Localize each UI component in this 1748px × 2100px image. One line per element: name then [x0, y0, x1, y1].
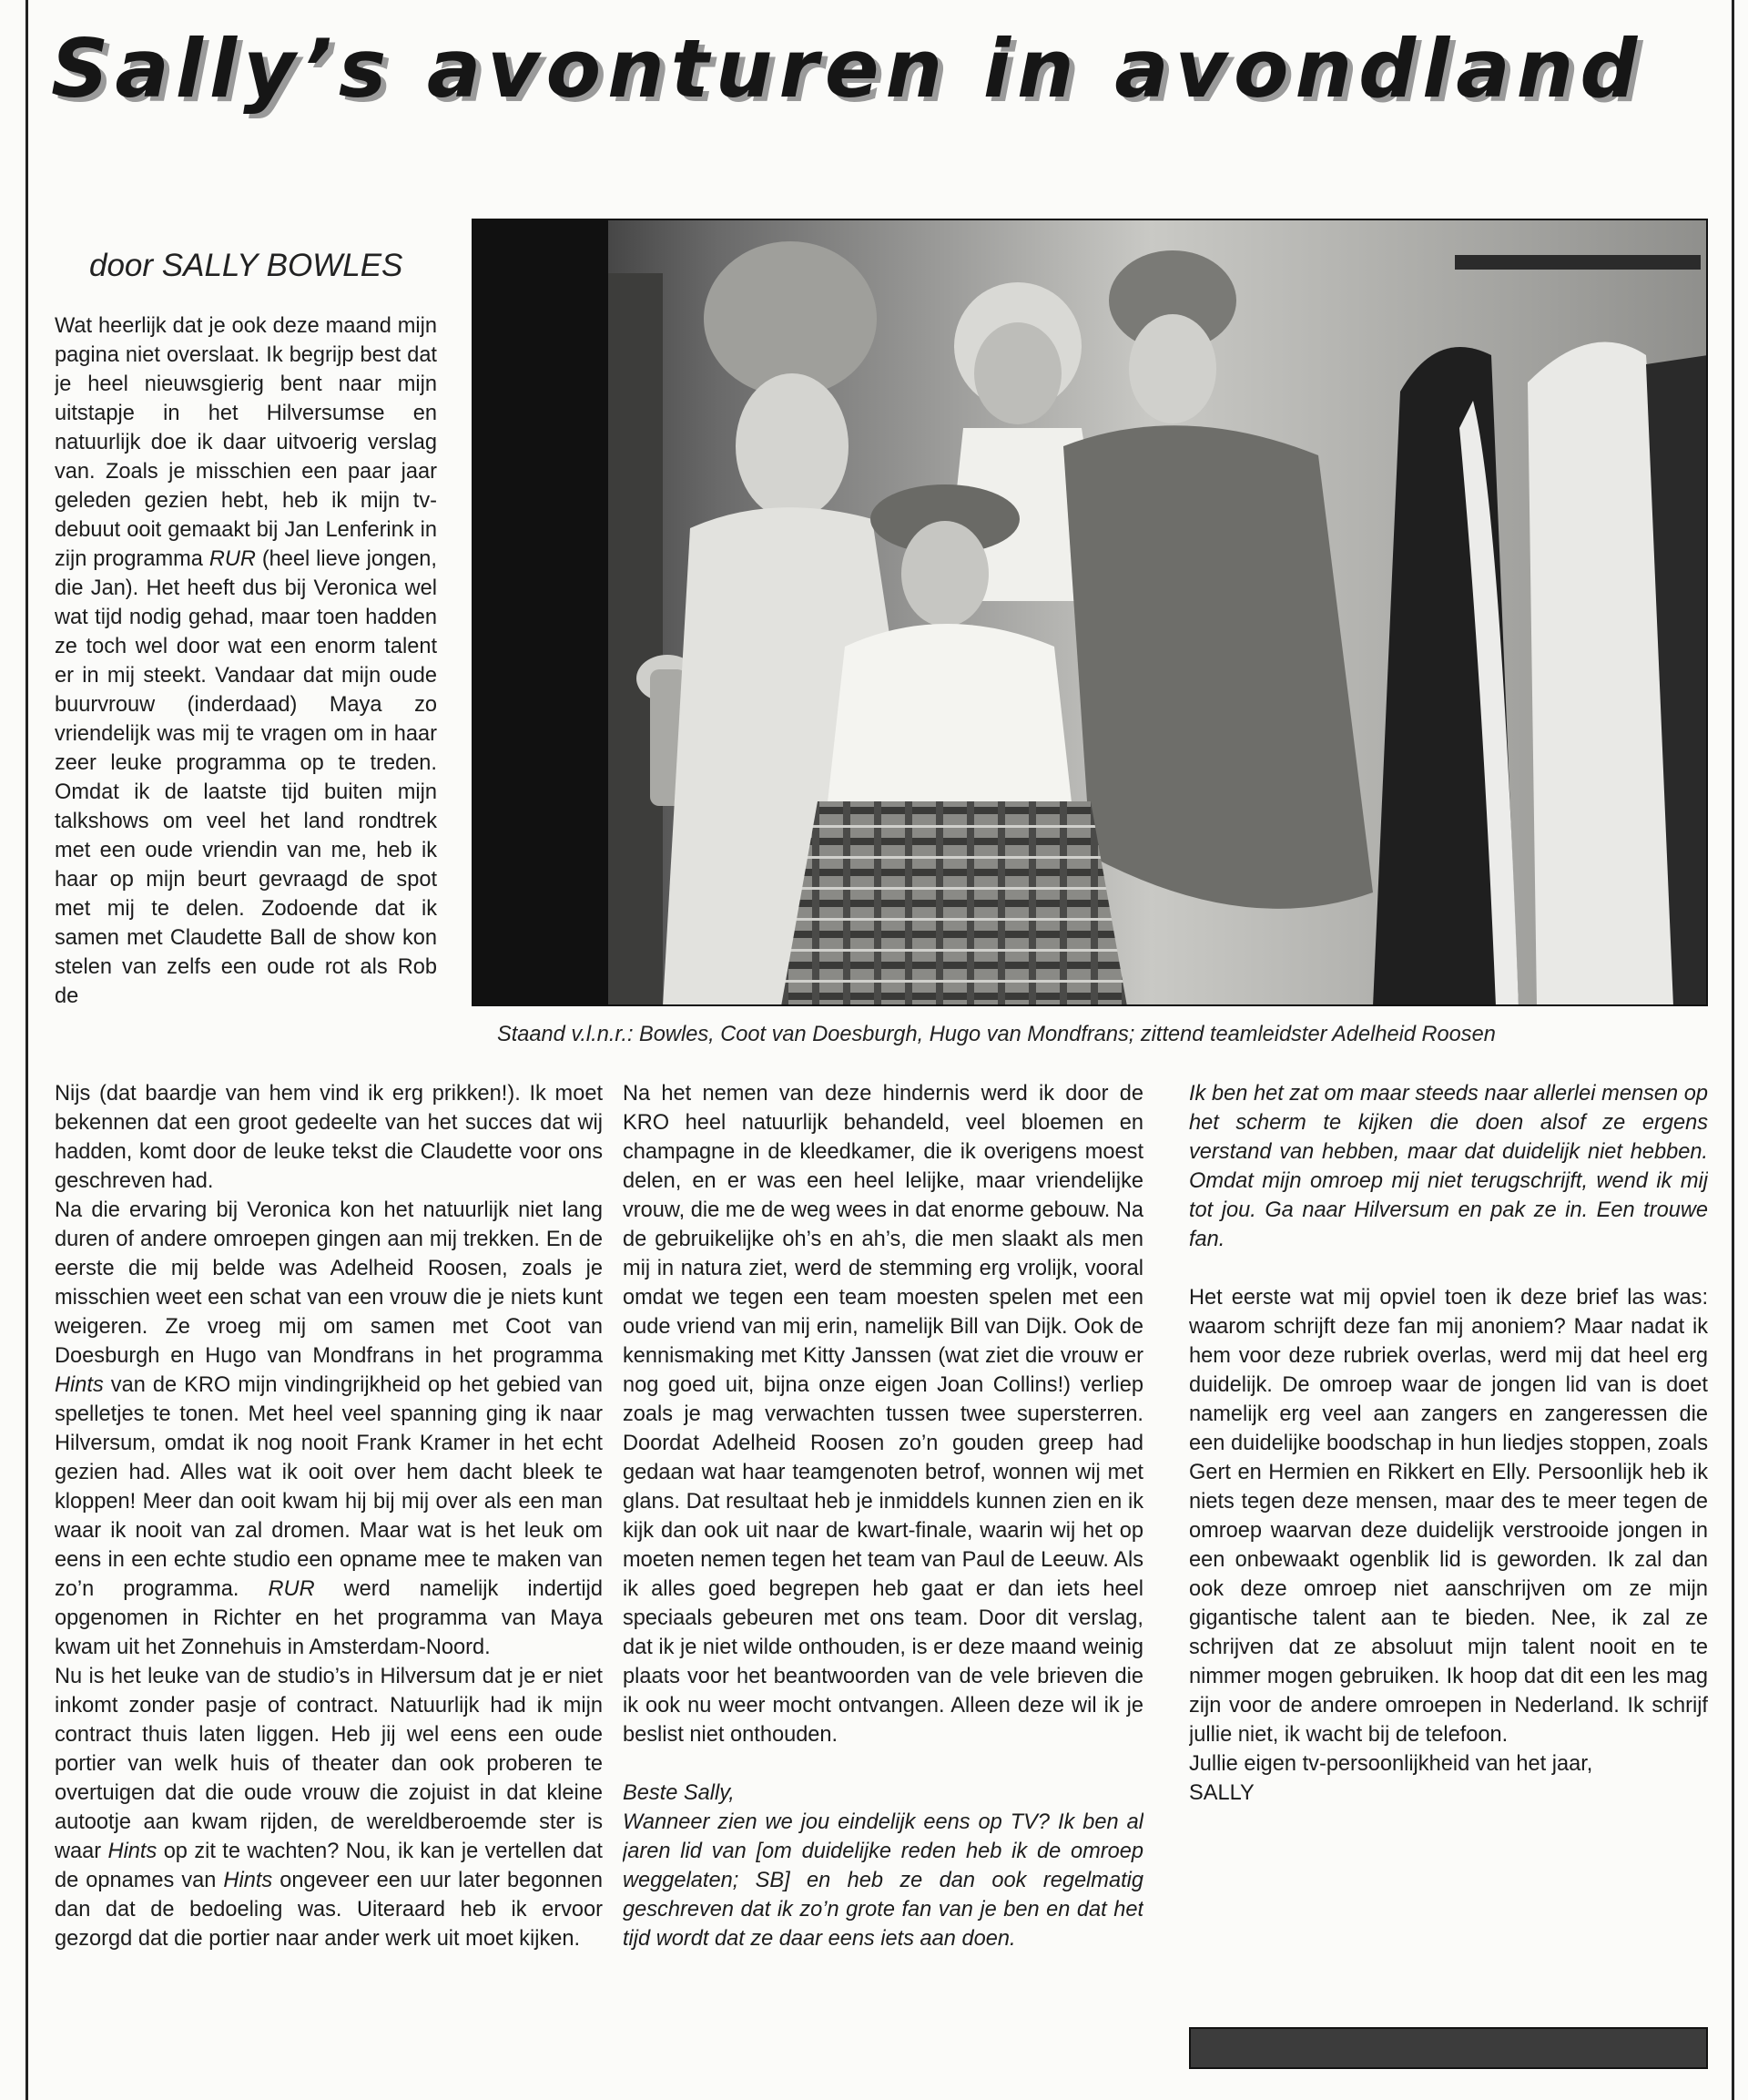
- byline: door SALLY BOWLES: [89, 248, 403, 283]
- paragraph: Wat heerlijk dat je ook deze maand mijn pagina niet overslaat. Ik begrijp best dat je heel nieuwsgierig bent naar mijn uitstapje in het Hilversumse en natuurlijk doe ik daar uitvoerig verslag van. Zoals je misschien een paar jaar geleden gezien hebt, heb ik mijn tv-debuut ooit gemaakt bij Jan Lenferink in zijn programma RUR (heel lieve jongen, die Jan). Het heeft dus bij Veronica wel wat tijd nodig gehad, maar toen hadden ze toch wel door wat een enorm talent er in mij steekt. Vandaar dat mijn oude buurvrouw (inderdaad) Maya zo vriendelijk was mij te vragen om in haar zeer leuke programma op te treden. Omdat ik de laatste tijd buiten mijn talkshows om veel het land rondtrek met een oude vriendin van me, heb ik haar op mijn beurt gevraagd de spot met mij te delen. Zodoende dat ik samen met Claudette Ball de show kon stelen van zelfs een oude rot als Rob de: [55, 314, 437, 1008]
- article-photo: [472, 219, 1708, 1006]
- paragraph: Nu is het leuke van de studio’s in Hilversum dat je er niet inkomt zonder pasje of contract. Natuurlijk had ik mijn contract thuis laten liggen. Heb jij wel eens een oude portier van welk huis of theater dan ook proberen te overtuigen dat die oude vrouw die zojuist in dat kleine autootje aan kwam rijden, de wereldberoemde ster is waar Hints op zit te wachten? Nou, ik kan je vertellen dat de opnames van Hints ongeveer een uur later begonnen dan dat de bedoeling was. Uiteraard heb ik ervoor gezorgd dat die portier naar ander werk uit moet kijken.: [55, 1665, 603, 1951]
- reply-paragraph: Het eerste wat mij opviel toen ik deze brief las was: waarom schrijft deze fan mij anoniem? Maar nadat ik hem voor deze rubriek overlas, werd mij dat heel erg duidelijk. De omroep waar de jongen lid van is doet namelijk erg veel aan zangers en zangeressen die een duidelijke boodschap in hun liedjes stoppen, zoals Gert en Hermien en Rikkert en Elly. Persoonlijk heb ik niets tegen deze mensen, maar des te meer tegen de omroep waarvan deze duidelijk verstrooide jongen in een onbewaakt ogenblik lid is geworden. Ik zal dan ook deze omroep niet aanschrijven om ze mijn gigantische talent aan te bieden. Nee, ik zal ze schrijven dat ze absoluut mijn talent nooit en te nimmer mogen gebruiken. Ik hoop dat dit een les mag zijn voor de andere omroepen in Nederland. Ik schrijf jullie niet, ik wacht bij de telefoon.: [1189, 1286, 1708, 1747]
- paragraph: Nijs (dat baardje van hem vind ik erg prikken!). Ik moet bekennen dat een groot gedeelte van het succes dat wij hadden, komt door de leuke tekst die Claudette voor ons geschreven had.: [55, 1082, 603, 1193]
- letter-salutation: Beste Sally,: [623, 1781, 735, 1805]
- column-1-narrow: [55, 311, 437, 1069]
- grey-box: [1189, 2027, 1708, 2069]
- column-3: [1189, 1079, 1708, 2008]
- paragraph: Na die ervaring bij Veronica kon het natuurlijk niet lang duren of andere omroepen gingen aan mij trekken. En de eerste die mij belde was Adelheid Roosen, zoals je misschien weet een schat van een vrouw die je niets kunt weigeren. Ze vroeg mij om samen met Coot van Doesburgh en Hugo van Mondfrans in het programma Hints van de KRO mijn vindingrijkheid op het gebied van spelletjes te tonen. Met heel veel spanning ging ik naar Hilversum, omdat ik nog nooit Frank Kramer in het echt gezien had. Alles wat ik ooit over hem dacht bleek te kloppen! Meer dan ooit kwam hij bij mij over als een man waar ik nooit van zal dromen. Maar wat is het leuk om eens in een echte studio een opname mee te maken van zo’n programma. RUR werd namelijk indertijd opgenomen in Richter en het programma van Maya kwam uit het Zonnehuis in Amsterdam-Noord.: [55, 1198, 603, 1659]
- signature: SALLY: [1189, 1781, 1255, 1805]
- photo-caption: Staand v.l.n.r.: Bowles, Coot van Doesburgh, Hugo van Mondfrans; zittend teamleidster Adelheid Roosen: [497, 1023, 1496, 1046]
- paragraph: Na het nemen van deze hindernis werd ik door de KRO heel natuurlijk behandeld, veel bloemen en champagne in de kleedkamer, die ik overigens moest delen, en er was een heel lelijke, maar vriendelijke vrouw, die me de weg wees in dat enorme gebouw. Na de gebruikelijke oh’s en ah’s, die men slaakt als men mij in natura ziet, werd de stemming erg vrolijk, vooral omdat we tegen een team moesten spelen met een oude vriend van mij erin, namelijk Bill van Dijk. Ook de kennismaking met Kitty Janssen (wat ziet die vrouw er nog goed uit, bijna onze eigen Joan Collins!) verliep zoals je mag verwachten tussen twee supersterren. Doordat Adelheid Roosen zo’n gouden greep had gedaan wat haar teamgenoten betrof, wonnen wij met glans. Dat resultaat heb je inmiddels kunnen zien en ik kijk dan ook uit naar de kwart-finale, waarin wij het op moeten nemen tegen het team van Paul de Leeuw. Als ik alles goed begrepen heb gaat er dan iets heel speciaals gebeuren met ons team. Door dit verslag, dat ik je niet wilde onthouden, is er deze maand weinig plaats voor het beantwoorden van de vele brieven die ik ook nu weer mocht ontvangen. Alleen deze wil ik je beslist niet onthouden.: [623, 1082, 1143, 1747]
- letter-body: Wanneer zien we jou eindelijk eens op TV? Ik ben al jaren lid van [om duidelijke reden heb ik de omroep weggelaten; SB] en heb ze dan ook regelmatig geschreven dat ik zo’n grote fan van je ben en dat het tijd wordt dat ze daar eens iets aan doen.: [623, 1810, 1143, 1951]
- column-1-wide: [55, 1079, 603, 2081]
- article-title: Sally’s avonturen in avondland: [51, 22, 1644, 116]
- closing: Jullie eigen tv-persoonlijkheid van het jaar,: [1189, 1752, 1593, 1776]
- column-2: [623, 1079, 1143, 2081]
- left-border: [25, 0, 28, 2100]
- letter-continuation: Ik ben het zat om maar steeds naar allerlei mensen op het scherm te kijken die doen alsof ze ergens verstand van hebben, maar dat duidelijk niet hebben. Omdat mijn omroep mij niet terugschrijft, wend ik mij tot jou. Ga naar Hilversum en pak ze in. Een trouwe fan.: [1189, 1082, 1708, 1251]
- right-border: [1732, 0, 1734, 2100]
